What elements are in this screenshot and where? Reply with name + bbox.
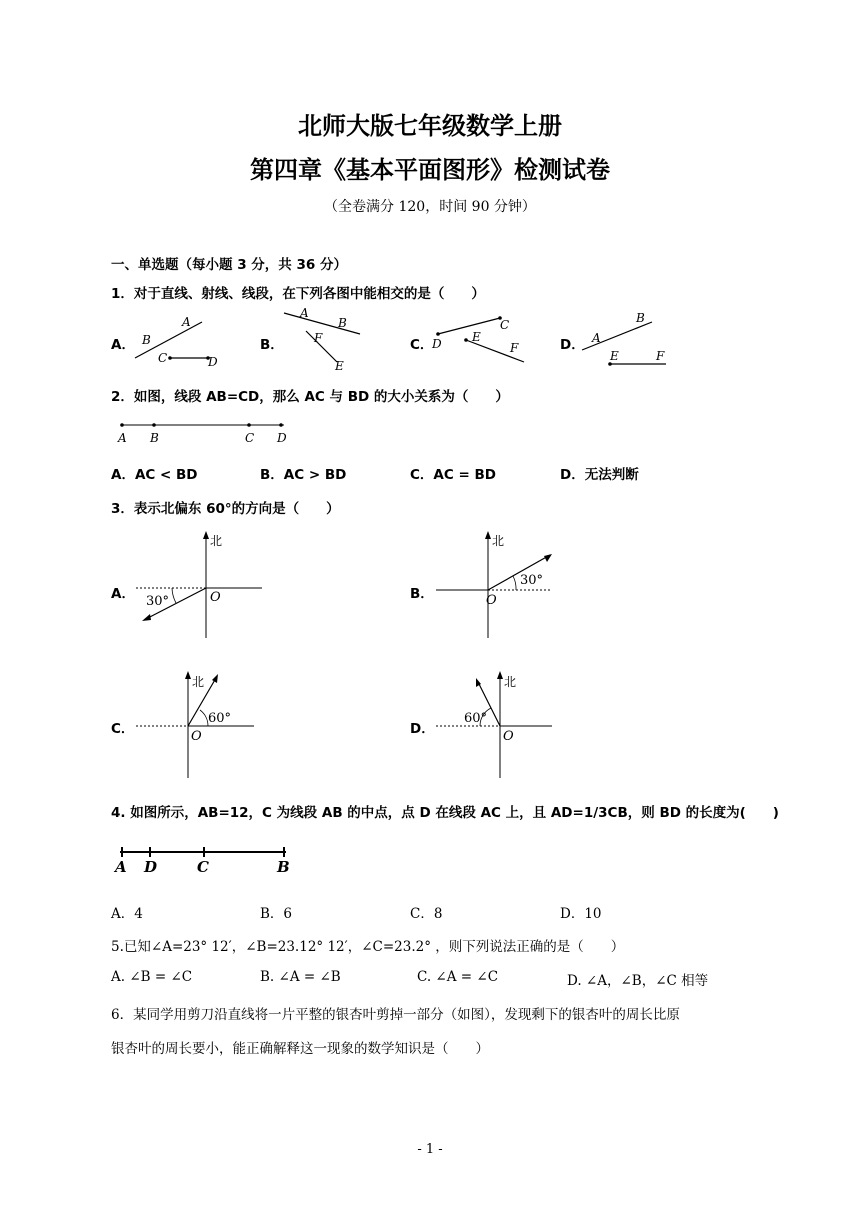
origin-label: O: [486, 593, 497, 608]
point-a: A: [118, 431, 127, 445]
label-c: C: [158, 351, 168, 365]
point-b: B: [277, 858, 290, 876]
point-b: B: [150, 431, 159, 445]
label-d: D: [208, 355, 218, 369]
label-a: A: [182, 315, 191, 329]
q3-figure-a: [136, 528, 268, 643]
q3-figure-c: [136, 668, 268, 783]
angle-label: 30°: [146, 594, 170, 609]
q1-option-a: A．: [111, 337, 135, 353]
q1-figure-a: [130, 310, 230, 372]
title-line-2: 第四章《基本平面图形》检测试卷: [250, 156, 610, 184]
point-d: D: [144, 858, 158, 876]
q1-option-c: C．: [410, 337, 434, 353]
question-6-line-2: 银杏叶的周长要小，能正确解释这一现象的数学知识是（ ）: [111, 1041, 489, 1057]
point-c: C: [245, 431, 255, 445]
question-6-line-1: 6．某同学用剪刀沿直线将一片平整的银杏叶剪掉一部分（如图），发现剩下的银杏叶的周长比原: [111, 1007, 680, 1023]
q4-option-c: C．8: [410, 906, 443, 922]
q4-option-b: B．6: [260, 906, 293, 922]
section-heading: 一、单选题（每小题 3 分，共 36 分）: [111, 257, 347, 273]
label-e: E: [472, 330, 481, 344]
q5-option-c: C. ∠A = ∠C: [417, 969, 499, 985]
question-5: 5.已知∠A=23° 12′，∠B=23.12° 12′，∠C=23.2° ，则下列说法正确的是（ ）: [111, 939, 625, 955]
label-d: D: [432, 337, 442, 351]
q2-option-b: B．AC > BD: [260, 467, 347, 483]
point-a: A: [115, 858, 127, 876]
q3-option-a: A．: [111, 586, 135, 602]
label-b: B: [636, 311, 645, 325]
question-2: 2．如图，线段 AB=CD，那么 AC 与 BD 的大小关系为（ ）: [111, 389, 509, 405]
north-label: 北: [210, 534, 223, 548]
q4-figure: [112, 842, 302, 878]
q2-option-a: A．AC < BD: [111, 467, 198, 483]
origin-label: O: [210, 590, 221, 605]
q1-option-d: D．: [560, 337, 585, 353]
q1-option-b: B．: [260, 337, 284, 353]
q3-figure-d: [436, 668, 568, 783]
label-f: F: [314, 331, 323, 345]
title-line-1: 北师大版七年级数学上册: [298, 112, 562, 140]
q3-option-d: D．: [410, 721, 435, 737]
q3-option-b: B．: [410, 586, 434, 602]
label-b: B: [338, 316, 347, 330]
origin-label: O: [503, 729, 514, 744]
north-label: 北: [192, 675, 205, 689]
label-f: F: [510, 341, 519, 355]
angle-label: 60°: [208, 711, 232, 726]
q3-option-c: C．: [111, 721, 135, 737]
north-label: 北: [504, 675, 517, 689]
subtitle: （全卷满分 120，时间 90 分钟）: [324, 199, 536, 215]
question-4: 4. 如图所示，AB=12，C 为线段 AB 的中点，点 D 在线段 AC 上，且 AD=1/3CB，则 BD 的长度为( ): [111, 805, 779, 821]
q5-option-d: D. ∠A，∠B，∠C 相等: [567, 973, 709, 989]
point-c: C: [197, 858, 209, 876]
label-f: F: [656, 349, 665, 363]
q5-option-b: B. ∠A = ∠B: [260, 969, 341, 985]
q2-option-c: C．AC = BD: [410, 467, 496, 483]
label-a: A: [300, 306, 309, 320]
angle-label: 60°: [464, 711, 488, 726]
label-e: E: [335, 359, 344, 373]
page-number: - 1 -: [417, 1142, 443, 1157]
question-3: 3．表示北偏东 60°的方向是（ ）: [111, 501, 340, 517]
label-a: A: [592, 331, 601, 345]
question-1: 1．对于直线、射线、线段，在下列各图中能相交的是（ ）: [111, 286, 485, 302]
q2-figure: [112, 415, 302, 447]
q4-option-d: D．10: [560, 906, 602, 922]
angle-label: 30°: [520, 573, 544, 588]
q1-figure-b: [280, 305, 370, 373]
label-e: E: [610, 349, 619, 363]
q1-figure-d: [578, 308, 670, 370]
q1-figure-c: [428, 310, 528, 368]
q4-option-a: A．4: [111, 906, 143, 922]
label-c: C: [500, 318, 510, 332]
point-d: D: [277, 431, 287, 445]
q2-option-d: D．无法判断: [560, 467, 639, 483]
origin-label: O: [191, 729, 202, 744]
label-b: B: [142, 333, 151, 347]
north-label: 北: [492, 534, 505, 548]
q3-figure-b: [436, 528, 568, 643]
q5-option-a: A. ∠B = ∠C: [111, 969, 193, 985]
